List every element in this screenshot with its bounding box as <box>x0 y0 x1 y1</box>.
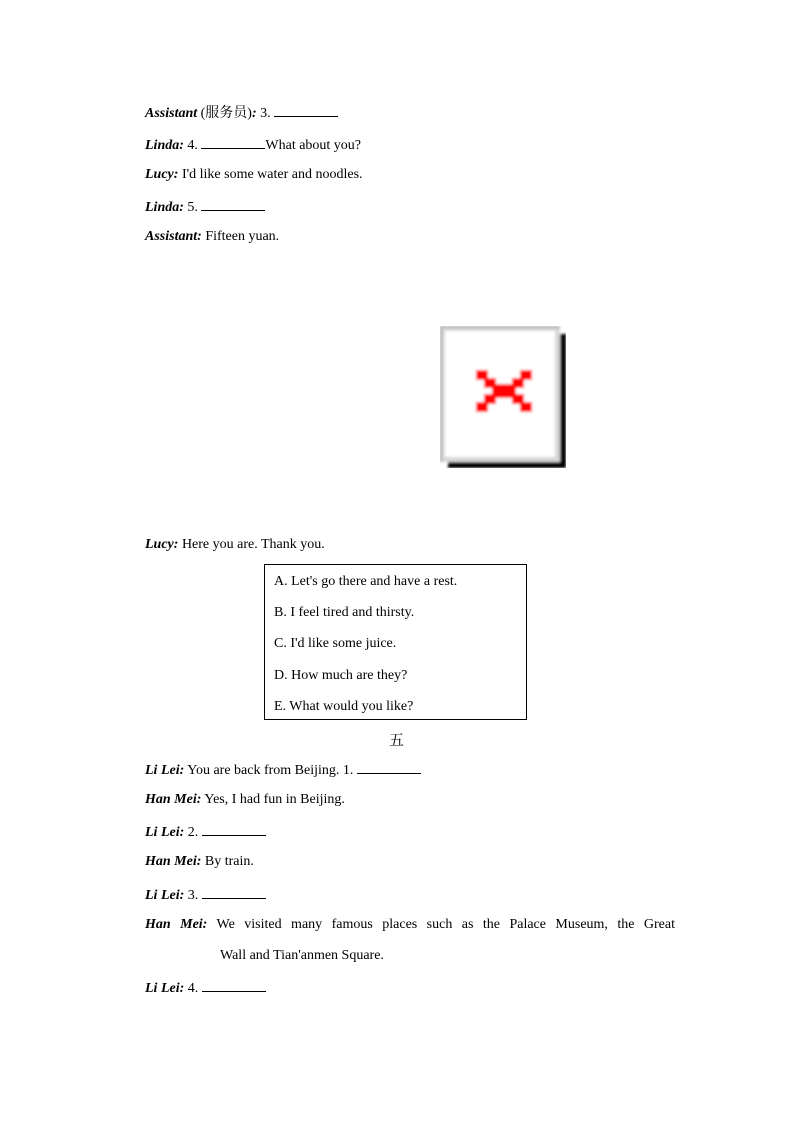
speaker: Lucy: <box>145 167 179 182</box>
speaker-colon: : <box>251 106 257 121</box>
speaker: Han Mei: <box>145 854 202 869</box>
line-text: 3. <box>256 106 271 121</box>
line-text: Fifteen yuan. <box>201 229 280 244</box>
dialogue-line <box>145 536 325 554</box>
line-text: By train. <box>201 854 254 869</box>
speaker: Linda: <box>145 138 184 153</box>
line-text: 5. <box>183 200 198 215</box>
dialogue-line <box>145 822 266 842</box>
line-text: I'd like some water and noodles. <box>178 167 363 182</box>
section-title: 五 <box>389 733 405 749</box>
option-e: E. What would you like? <box>274 699 414 714</box>
speaker-note: (服务员) <box>197 106 252 121</box>
option-c: C. I'd like some juice. <box>274 636 397 651</box>
line-text: Here you are. Thank you. <box>178 537 325 552</box>
answer-blank[interactable] <box>202 822 266 836</box>
broken-image-icon <box>440 326 566 468</box>
dialogue-line <box>145 791 345 809</box>
line-text: 3. <box>184 888 199 903</box>
line-text: 4. <box>184 981 199 996</box>
answer-blank[interactable] <box>202 978 266 992</box>
answer-blank[interactable] <box>357 760 421 774</box>
line-text: We visited many famous places such as the Palace Museum, the Great <box>207 917 675 932</box>
dialogue-line <box>145 228 279 246</box>
dialogue-line <box>145 853 254 871</box>
dialogue-line <box>145 885 266 905</box>
dialogue-line <box>145 103 338 123</box>
option-a: A. Let's go there and have a rest. <box>274 574 458 589</box>
dialogue-line <box>145 166 363 184</box>
answer-blank[interactable] <box>201 197 265 211</box>
dialogue-line <box>145 197 265 217</box>
options-box <box>264 564 527 720</box>
line-text: Yes, I had fun in Beijing. <box>201 792 345 807</box>
line-text: 2. <box>184 825 199 840</box>
speaker: Li Lei: <box>145 888 185 903</box>
speaker: Li Lei: <box>145 825 185 840</box>
line-text: 4. <box>183 138 198 153</box>
dialogue-line <box>145 760 421 780</box>
answer-blank[interactable] <box>274 103 338 117</box>
dialogue-line <box>145 135 361 155</box>
speaker: Assistant <box>145 106 198 121</box>
speaker: Han Mei: <box>145 917 208 932</box>
dialogue-line-continuation: Wall and Tian'anmen Square. <box>220 948 384 963</box>
answer-blank[interactable] <box>202 885 266 899</box>
speaker: Han Mei: <box>145 792 202 807</box>
option-b: B. I feel tired and thirsty. <box>274 605 415 620</box>
speaker: Linda: <box>145 200 184 215</box>
speaker: Li Lei: <box>145 763 185 778</box>
speaker: Lucy: <box>145 537 179 552</box>
option-d: D. How much are they? <box>274 668 408 683</box>
line-text: You are back from Beijing. 1. <box>184 763 354 778</box>
answer-blank[interactable] <box>201 135 265 149</box>
speaker: Li Lei: <box>145 981 185 996</box>
dialogue-line <box>145 978 266 998</box>
line-text-after: What about you? <box>265 138 362 153</box>
speaker: Assistant: <box>145 229 202 244</box>
dialogue-line <box>145 916 675 934</box>
